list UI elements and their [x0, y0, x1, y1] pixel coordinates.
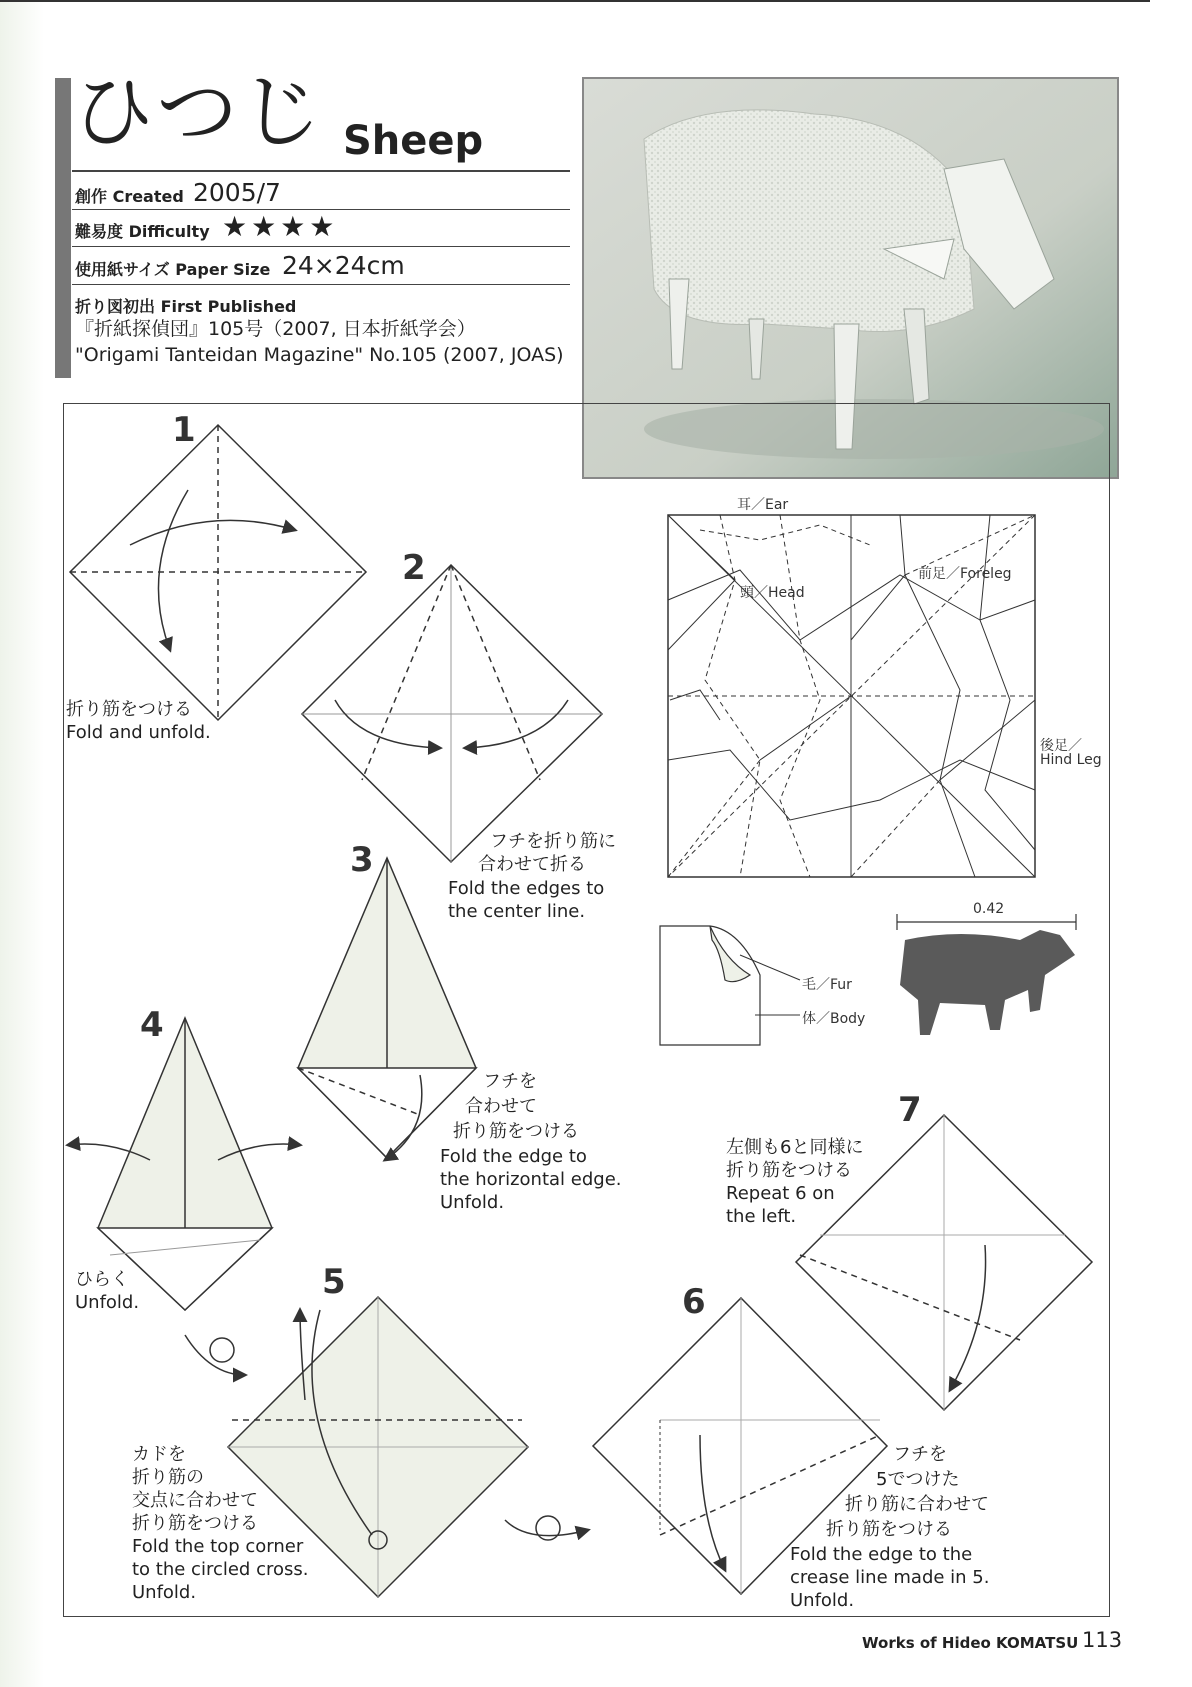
step-6-en-2: crease line made in 5.	[790, 1567, 990, 1588]
step-2-en-1: Fold the edges to	[448, 878, 605, 899]
step-4-diagram	[68, 1018, 300, 1375]
step-6-jp-3: 折り筋に合わせて	[845, 1494, 989, 1515]
step-5-number: 5	[322, 1262, 346, 1302]
step-2-jp-1: フチを折り筋に	[490, 831, 616, 852]
created-label: 創作 Created	[75, 187, 184, 206]
step-3-jp-2: 合わせて	[465, 1096, 537, 1117]
step-3-en-2: the horizontal edge.	[440, 1169, 622, 1190]
step-1-en: Fold and unfold.	[66, 722, 211, 743]
step-6-en	[790, 1543, 989, 1612]
step-4-instruction	[75, 1268, 139, 1314]
step-6-en-1: Fold the edge to the	[790, 1544, 973, 1565]
first-published-jp: 『折紙探偵団』105号（2007, 日本折紙学会）	[75, 318, 476, 340]
step-7-instruction	[726, 1136, 863, 1228]
step-5-jp-2: 折り筋の	[132, 1467, 204, 1488]
silhouette-scale-value: 0.42	[973, 901, 1005, 917]
step-6-jp-1: フチを	[893, 1444, 947, 1465]
paper-size-value: 24×24cm	[282, 251, 405, 280]
step-3-en-3: Unfold.	[440, 1192, 505, 1213]
paper-size-label: 使用紙サイズ Paper Size	[75, 260, 271, 279]
step-5-en-3: Unfold.	[132, 1582, 197, 1603]
step-1-instruction	[66, 698, 211, 744]
step-2-instruction	[490, 830, 616, 853]
page-number: 113	[1082, 1628, 1123, 1652]
difficulty-stars: ★★★★	[222, 210, 339, 243]
step-5-jp-4: 折り筋をつける	[132, 1513, 258, 1534]
step-7-jp-2: 折り筋をつける	[726, 1160, 852, 1181]
crease-label-hind-leg-en: Hind Leg	[1040, 752, 1102, 768]
step-3-number: 3	[350, 840, 374, 880]
first-published-en: "Origami Tanteidan Magazine" No.105 (2007, JOAS)	[75, 344, 564, 366]
step-3-jp-1: フチを	[483, 1071, 537, 1092]
created-value: 2005/7	[193, 178, 281, 207]
step-7-number: 7	[898, 1090, 922, 1130]
difficulty-label: 難易度 Difficulty	[75, 222, 210, 241]
sheep-silhouette	[897, 914, 1076, 1035]
step-4-jp: ひらく	[75, 1269, 129, 1290]
crease-label-head: 頭／Head	[740, 585, 805, 601]
paper-color-legend	[660, 926, 800, 1045]
step-5-jp-3: 交点に合わせて	[132, 1490, 258, 1511]
step-1-diagram	[70, 425, 366, 720]
step-5-jp-1: カドを	[132, 1444, 186, 1465]
legend-body: 体／Body	[802, 1011, 866, 1027]
crease-label-ear: 耳／Ear	[737, 497, 789, 513]
first-published-label: 折り図初出 First Published	[75, 297, 297, 316]
step-3-en-1: Fold the edge to	[440, 1146, 587, 1167]
step-6-jp-4: 折り筋をつける	[826, 1519, 952, 1540]
step-6-en-3: Unfold.	[790, 1590, 855, 1611]
step-3-en	[440, 1145, 622, 1214]
step-7-en-2: the left.	[726, 1206, 797, 1227]
step-1-jp: 折り筋をつける	[66, 699, 192, 720]
step-1-number: 1	[172, 410, 196, 450]
step-4-number: 4	[140, 1005, 164, 1045]
step-7-jp-1: 左側も6と同様に	[726, 1137, 864, 1158]
step-4-en: Unfold.	[75, 1292, 140, 1313]
step-7-en-1: Repeat 6 on	[726, 1183, 835, 1204]
crease-label-hind-leg-jp: 後足／	[1040, 738, 1082, 754]
step-2-jp-2: 合わせて折る	[478, 854, 586, 875]
step-2-diagram	[302, 565, 602, 862]
step-2-en	[448, 877, 604, 923]
title-japanese: ひつじ	[72, 65, 325, 160]
step-5-instruction	[132, 1443, 308, 1604]
footer-credit: Works of Hideo KOMATSU	[862, 1634, 1079, 1652]
legend-fur: 毛／Fur	[802, 977, 852, 993]
crease-label-foreleg: 前足／Foreleg	[918, 566, 1012, 582]
step-5-en-2: to the circled cross.	[132, 1559, 309, 1580]
step-3-jp-3: 折り筋をつける	[453, 1121, 579, 1142]
step-2-number: 2	[402, 548, 426, 588]
step-6-number: 6	[682, 1282, 706, 1322]
step-5-en-1: Fold the top corner	[132, 1536, 304, 1557]
title-english: Sheep	[343, 118, 484, 164]
step-2-en-2: the center line.	[448, 901, 586, 922]
step-6-jp-2: 5でつけた	[876, 1469, 960, 1490]
